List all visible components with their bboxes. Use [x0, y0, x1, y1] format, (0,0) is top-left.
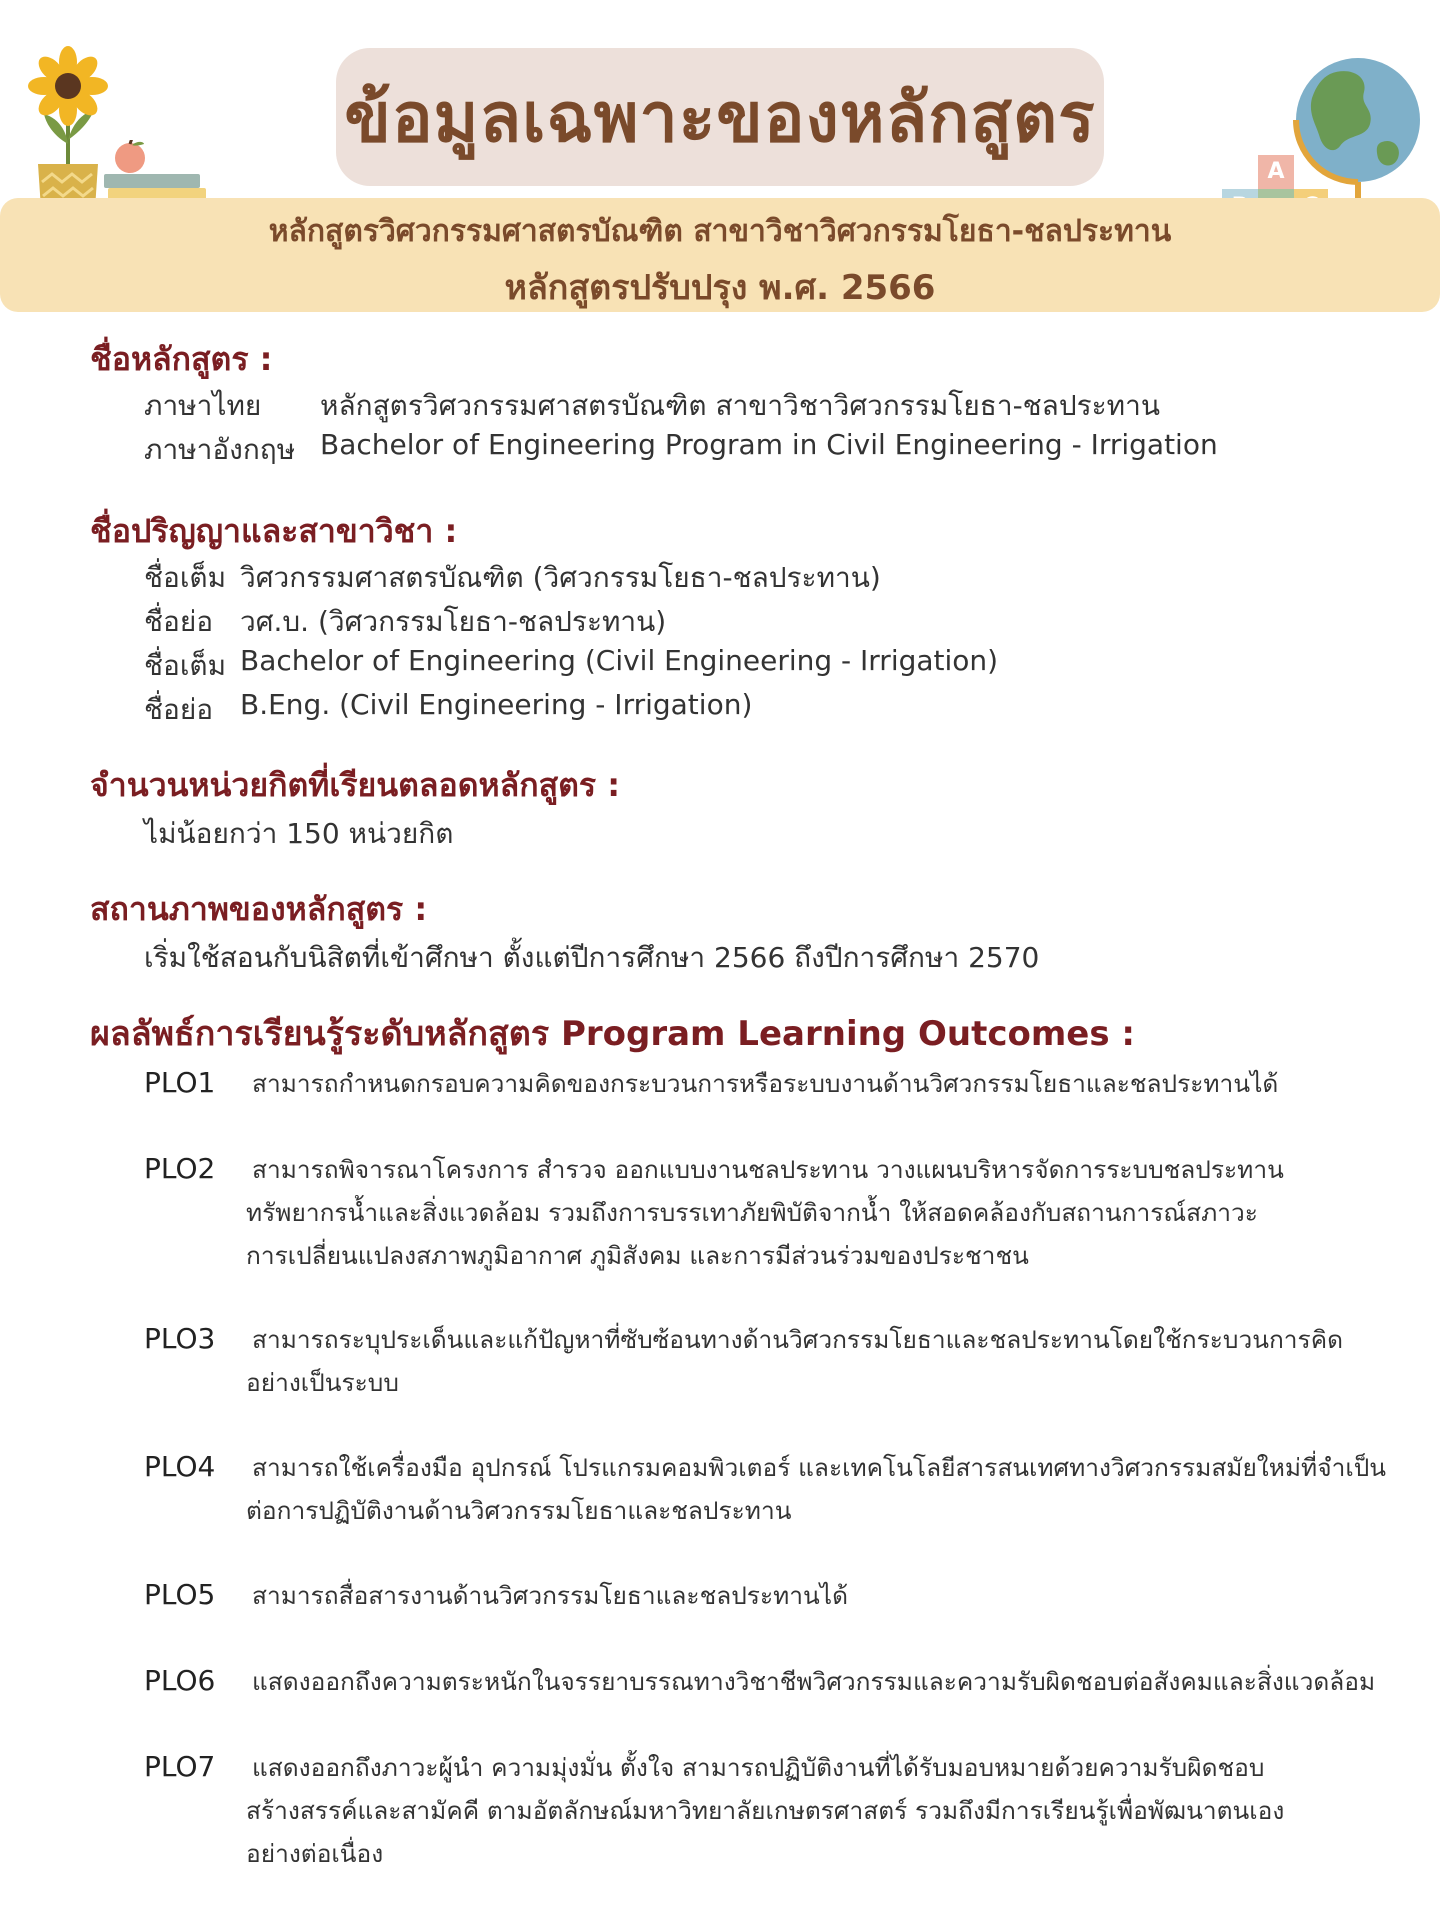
row-value: วิศวกรรมศาสตรบัณฑิต (วิศวกรรมโยธา-ชลประทาน): [240, 561, 881, 594]
row-label: ชื่อเต็ม: [144, 561, 227, 594]
plo-line: อย่างเป็นระบบ: [246, 1368, 399, 1397]
section-heading-credits: จำนวนหน่วยกิตที่เรียนตลอดหลักสูตร :: [90, 766, 621, 804]
row-value: วศ.บ. (วิศวกรรมโยธา-ชลประทาน): [240, 605, 667, 638]
plo-description: [246, 1148, 1396, 1277]
row-label: ชื่อย่อ: [144, 605, 214, 638]
section-heading-status: สถานภาพของหลักสูตร :: [90, 890, 428, 928]
status-value: เริ่มใช้สอนกับนิสิตที่เข้าศึกษา ตั้งแต่ปีการศึกษา 2566 ถึงปีการศึกษา 2570: [144, 941, 1040, 974]
title-pill: [336, 48, 1104, 186]
plo-code: PLO5: [144, 1578, 216, 1611]
banner-program-name: หลักสูตรวิศวกรรมศาสตรบัณฑิต สาขาวิชาวิศวกรรมโยธา-ชลประทาน: [268, 214, 1172, 249]
plo-code: PLO3: [144, 1322, 216, 1355]
plo-code: PLO4: [144, 1450, 216, 1483]
plo-code: PLO1: [144, 1066, 216, 1099]
plo-code: PLO6: [144, 1664, 216, 1697]
credits-value: ไม่น้อยกว่า 150 หน่วยกิต: [144, 817, 454, 850]
plo-description: [246, 1446, 1396, 1532]
block-a-icon: A: [1258, 155, 1294, 189]
plo-line: สามารถกำหนดกรอบความคิดของกระบวนการหรือระบบงานด้านวิศวกรรมโยธาและชลประทานได้: [252, 1069, 1279, 1098]
section-heading-program-name: ชื่อหลักสูตร :: [90, 340, 273, 378]
page-title: ข้อมูลเฉพาะของหลักสูตร: [344, 79, 1096, 158]
row-label: ภาษาอังกฤษ: [144, 433, 296, 466]
plo-line: ทรัพยากรน้ำและสิ่งแวดล้อม รวมถึงการบรรเทาภัยพิบัติจากน้ำ ให้สอดคล้องกับสถานการณ์สภาวะ: [246, 1198, 1258, 1227]
plo-code: PLO2: [144, 1152, 216, 1185]
plo-line: สามารถสื่อสารงานด้านวิศวกรรมโยธาและชลประทานได้: [252, 1581, 848, 1610]
plo-line: แสดงออกถึงความตระหนักในจรรยาบรรณทางวิชาชีพวิศวกรรมและความรับผิดชอบต่อสังคมและสิ่งแวดล้อม: [252, 1667, 1376, 1696]
plo-line: สามารถระบุประเด็นและแก้ปัญหาที่ซับซ้อนทางด้านวิศวกรรมโยธาและชลประทานโดยใช้กระบวนการคิด: [252, 1325, 1344, 1354]
row-label: ชื่อเต็ม: [144, 649, 227, 682]
plo-description: [246, 1660, 1396, 1703]
plo-description: [246, 1574, 1396, 1617]
row-value: B.Eng. (Civil Engineering - Irrigation): [240, 688, 753, 721]
section-heading-degree: ชื่อปริญญาและสาขาวิชา :: [90, 512, 458, 550]
row-value: หลักสูตรวิศวกรรมศาสตรบัณฑิต สาขาวิชาวิศวกรรมโยธา-ชลประทาน: [320, 389, 1160, 422]
row-value: Bachelor of Engineering (Civil Engineering - Irrigation): [240, 644, 999, 677]
plo-code: PLO7: [144, 1750, 216, 1783]
plo-line: อย่างต่อเนื่อง: [246, 1839, 384, 1868]
row-label: ชื่อย่อ: [144, 693, 214, 726]
banner-revision: หลักสูตรปรับปรุง พ.ศ. 2566: [504, 268, 936, 308]
plo-line: แสดงออกถึงภาวะผู้นำ ความมุ่งมั่น ตั้งใจ สามารถปฏิบัติงานที่ได้รับมอบหมายด้วยความรับผิดชอบ: [252, 1753, 1265, 1782]
section-heading-plo: ผลลัพธ์การเรียนรู้ระดับหลักสูตร Program Learning Outcomes :: [90, 1014, 1136, 1054]
row-value: Bachelor of Engineering Program in Civil Engineering - Irrigation: [320, 428, 1218, 461]
plo-description: [246, 1062, 1396, 1105]
plo-line: ต่อการปฏิบัติงานด้านวิศวกรรมโยธาและชลประทาน: [246, 1496, 792, 1525]
plo-description: [246, 1746, 1396, 1875]
plo-line: สามารถใช้เครื่องมือ อุปกรณ์ โปรแกรมคอมพิวเตอร์ และเทคโนโลยีสารสนเทศทางวิศวกรรมสมัยใหม่ที่จำเป็น: [252, 1453, 1386, 1482]
plo-line: สร้างสรรค์และสามัคคี ตามอัตลักษณ์มหาวิทยาลัยเกษตรศาสตร์ รวมถึงมีการเรียนรู้เพื่อพัฒนาตนเอง: [246, 1796, 1285, 1825]
row-label: ภาษาไทย: [144, 389, 262, 422]
plo-line: การเปลี่ยนแปลงสภาพภูมิอากาศ ภูมิสังคม และการมีส่วนร่วมของประชาชน: [246, 1241, 1029, 1270]
plo-line: สามารถพิจารณาโครงการ สำรวจ ออกแบบงานชลประทาน วางแผนบริหารจัดการระบบชลประทาน: [252, 1155, 1284, 1184]
plo-description: [246, 1318, 1396, 1404]
